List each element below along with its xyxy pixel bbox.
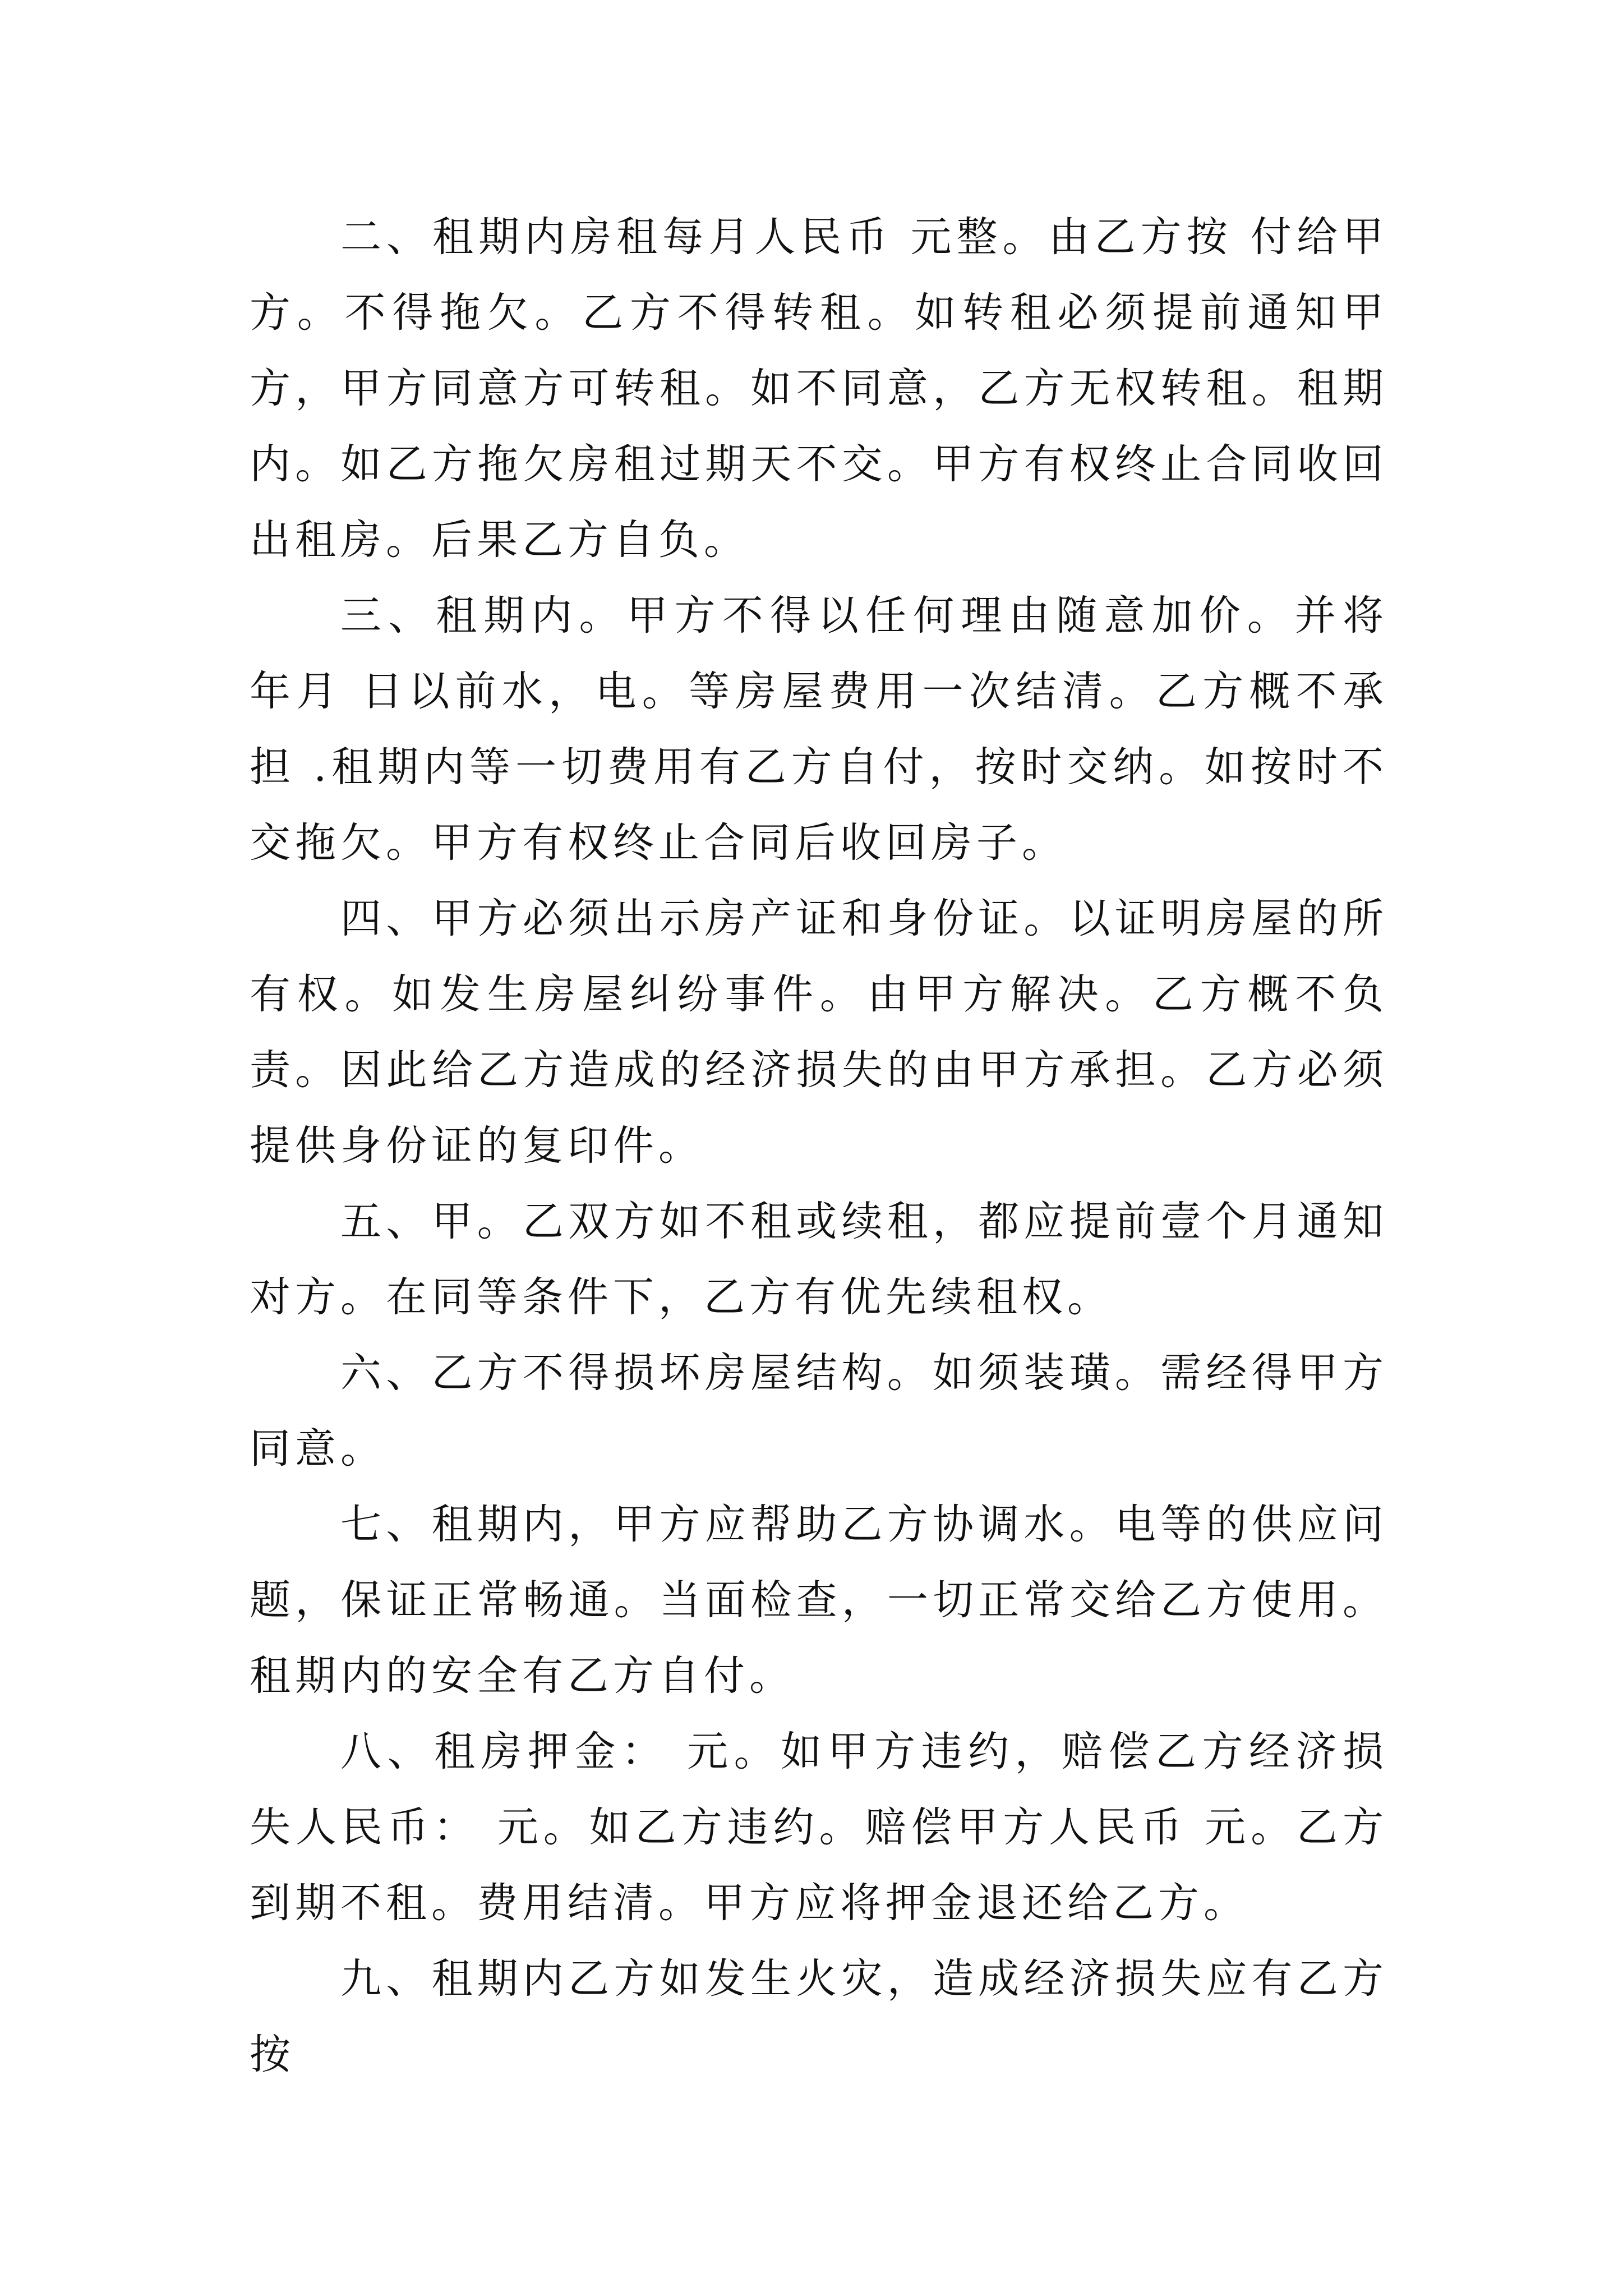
clause-8-paragraph: 八、租房押金： 元。如甲方违约，赔偿乙方经济损失人民币： 元。如乙方违约。赔偿甲方人民币 元。乙方到期不租。费用结清。甲方应将押金退还给乙方。 (250, 1728, 1388, 1927)
clause-7-paragraph: 七、租期内，甲方应帮助乙方协调水。电等的供应问题，保证正常畅通。当面检查，一切正常交给乙方使用。租期内的安全有乙方自付。 (250, 1501, 1388, 1700)
clause-5-paragraph: 五、甲。乙双方如不租或续租，都应提前壹个月通知对方。在同等条件下，乙方有优先续租权。 (250, 1198, 1388, 1321)
clause-6-paragraph: 六、乙方不得损坏房屋结构。如须装璜。需经得甲方同意。 (250, 1349, 1388, 1473)
clause-3-paragraph: 三、租期内。甲方不得以任何理由随意加价。并将 年月 日以前水，电。等房屋费用一次结清。乙方概不承担 .租期内等一切费用有乙方自付，按时交纳。如按时不交拖欠。甲方有权终止合同后收回房子。 (250, 592, 1406, 867)
clause-2-paragraph: 二、租期内房租每月人民币 元整。由乙方按 付给甲方。不得拖欠。乙方不得转租。如转租必须提前通知甲方，甲方同意方可转租。如不同意，乙方无权转租。租期内。如乙方拖欠房租过期天不交。甲方有权终止合同收回出租房。后果乙方自负。 (250, 213, 1388, 564)
clause-9-paragraph: 九、租期内乙方如发生火灾，造成经济损失应有乙方按 (250, 1955, 1388, 2078)
clause-4-paragraph: 四、甲方必须出示房产证和身份证。以证明房屋的所有权。如发生房屋纠纷事件。由甲方解决。乙方概不负责。因此给乙方造成的经济损失的由甲方承担。乙方必须提供身份证的复印件。 (250, 895, 1388, 1170)
document-body (250, 199, 1406, 2092)
